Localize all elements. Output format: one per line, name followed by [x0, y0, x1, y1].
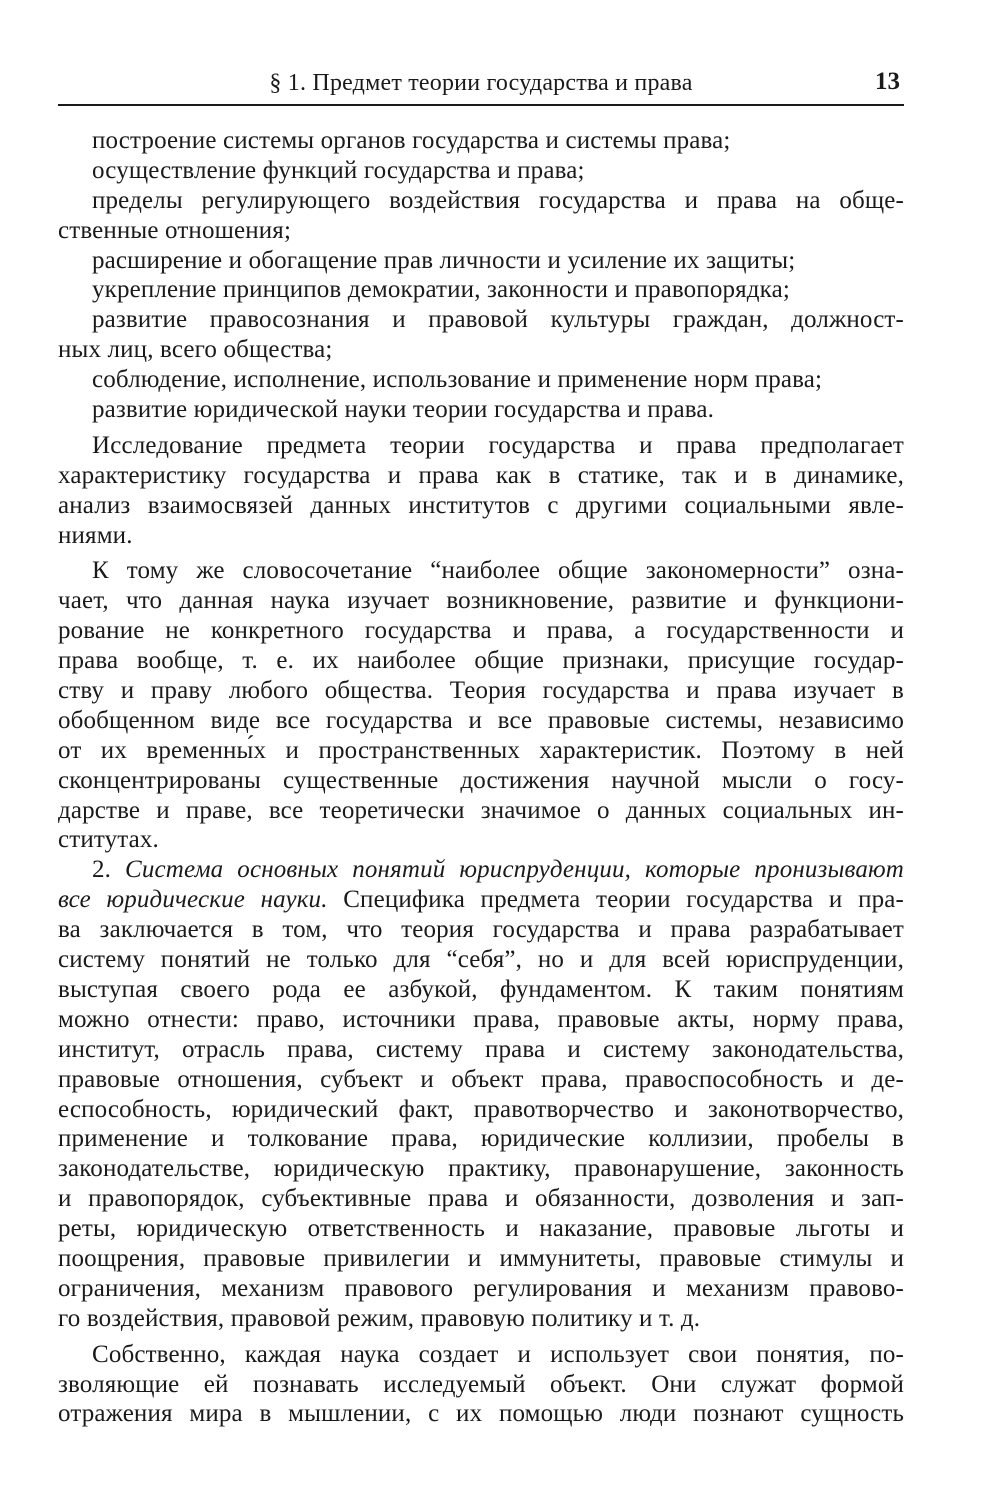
text-line: ственные отношения;: [58, 216, 292, 244]
section-2-text-start: Специфика предмета теории государства и пра-: [327, 886, 904, 914]
page-header: [58, 60, 904, 106]
text-line: законодательстве, юридическую практику, правонарушение, законность: [58, 1155, 904, 1183]
text-line: правовые отношения, субъект и объект права, правоспособность и де-: [58, 1065, 904, 1093]
text-line: еспособность, юридический факт, правотворчество и законотворчество,: [58, 1095, 904, 1123]
text-block-a: [58, 126, 904, 855]
text-line: рование не конкретного государства и права, а государственности и: [58, 617, 904, 645]
text-line: дарстве и праве, все теоретически значимое о данных социальных ин-: [58, 796, 904, 824]
section-2-title-part1: Система основных понятий юриспруденции, которые пронизывают: [125, 856, 904, 884]
text-line: права вообще, т. е. их наиболее общие признаки, присущие государ-: [58, 647, 904, 675]
text-line: чает, что данная наука изучает возникновение, развитие и функциони-: [58, 587, 904, 615]
text-line: го воздействия, правовой режим, правовую политику и т. д.: [58, 1304, 701, 1332]
text-line: К тому же словосочетание “наиболее общие закономерности” озна-: [92, 557, 904, 585]
text-line: отражения мира в мышлении, с их помощью люди познают сущность: [58, 1400, 904, 1428]
text-block-b: [58, 915, 904, 1429]
text-line: осуществление функций государства и права;: [92, 156, 585, 184]
text-line: реты, юридическую ответственность и наказание, правовые льготы и: [58, 1215, 904, 1243]
text-line: развитие правосознания и правовой культуры граждан, должност-: [92, 306, 904, 334]
text-line: выступая своего рода ее азбукой, фундаментом. К таким понятиям: [58, 975, 904, 1003]
text-line: систему понятий не только для “себя”, но и для всей юриспруденции,: [58, 946, 904, 974]
text-line: развитие юридической науки теории государства и права.: [92, 396, 714, 424]
text-line: зволяющие ей познавать исследуемый объект. Они служат формой: [58, 1370, 904, 1398]
text-line: ству и праву любого общества. Теория государства и права изучает в: [58, 677, 904, 705]
text-line: ниями.: [58, 521, 133, 549]
text-line: Собственно, каждая наука создает и использует свои понятия, по-: [92, 1340, 904, 1368]
text-line: и правопорядок, субъективные права и обязанности, дозволения и зап-: [58, 1185, 904, 1213]
text-line: соблюдение, исполнение, использование и применение норм права;: [92, 366, 823, 394]
text-line: укрепление принципов демократии, законности и правопорядка;: [92, 276, 790, 304]
text-line: ных лиц, всего общества;: [58, 336, 333, 364]
text-line: поощрения, правовые привилегии и иммунитеты, правовые стимулы и: [58, 1244, 904, 1272]
text-line: анализ взаимосвязей данных институтов с другими социальными явле-: [58, 491, 904, 519]
text-line: характеристику государства и права как в статике, так и в динамике,: [58, 461, 904, 489]
text-line: от их временны́х и пространственных характеристик. Поэтому в ней: [58, 736, 904, 764]
text-line: обобщенном виде все государства и все правовые системы, независимо: [58, 706, 904, 734]
text-line: ститутах.: [58, 826, 159, 854]
section-2-heading-line: [58, 855, 904, 885]
text-line: Исследование предмета теории государства и права предполагает: [92, 431, 904, 459]
page-number: 13: [875, 68, 900, 95]
text-line: можно отнести: право, источники права, правовые акты, норму права,: [58, 1005, 904, 1033]
text-line: расширение и обогащение прав личности и усиление их защиты;: [92, 246, 796, 274]
text-line: сконцентрированы существенные достижения научной мысли о госу-: [58, 766, 904, 794]
section-2-number: 2.: [92, 856, 126, 884]
text-line: ва заключается в том, что теория государства и права разрабатывает: [58, 916, 904, 944]
running-title: § 1. Предмет теории государства и права: [269, 70, 693, 96]
text-line: институт, отрасль права, систему права и систему законодательства,: [58, 1035, 904, 1063]
text-line: построение системы органов государства и системы права;: [92, 127, 731, 154]
section-2-title-part2: все юридические науки.: [58, 886, 328, 914]
text-body: [58, 126, 904, 1429]
section-2-heading-line-2: [58, 885, 904, 915]
text-line: пределы регулирующего воздействия государства и права на обще-: [92, 186, 904, 214]
text-line: применение и толкование права, юридические коллизии, пробелы в: [58, 1125, 904, 1153]
text-line: ограничения, механизм правового регулирования и механизм правово-: [58, 1274, 904, 1302]
